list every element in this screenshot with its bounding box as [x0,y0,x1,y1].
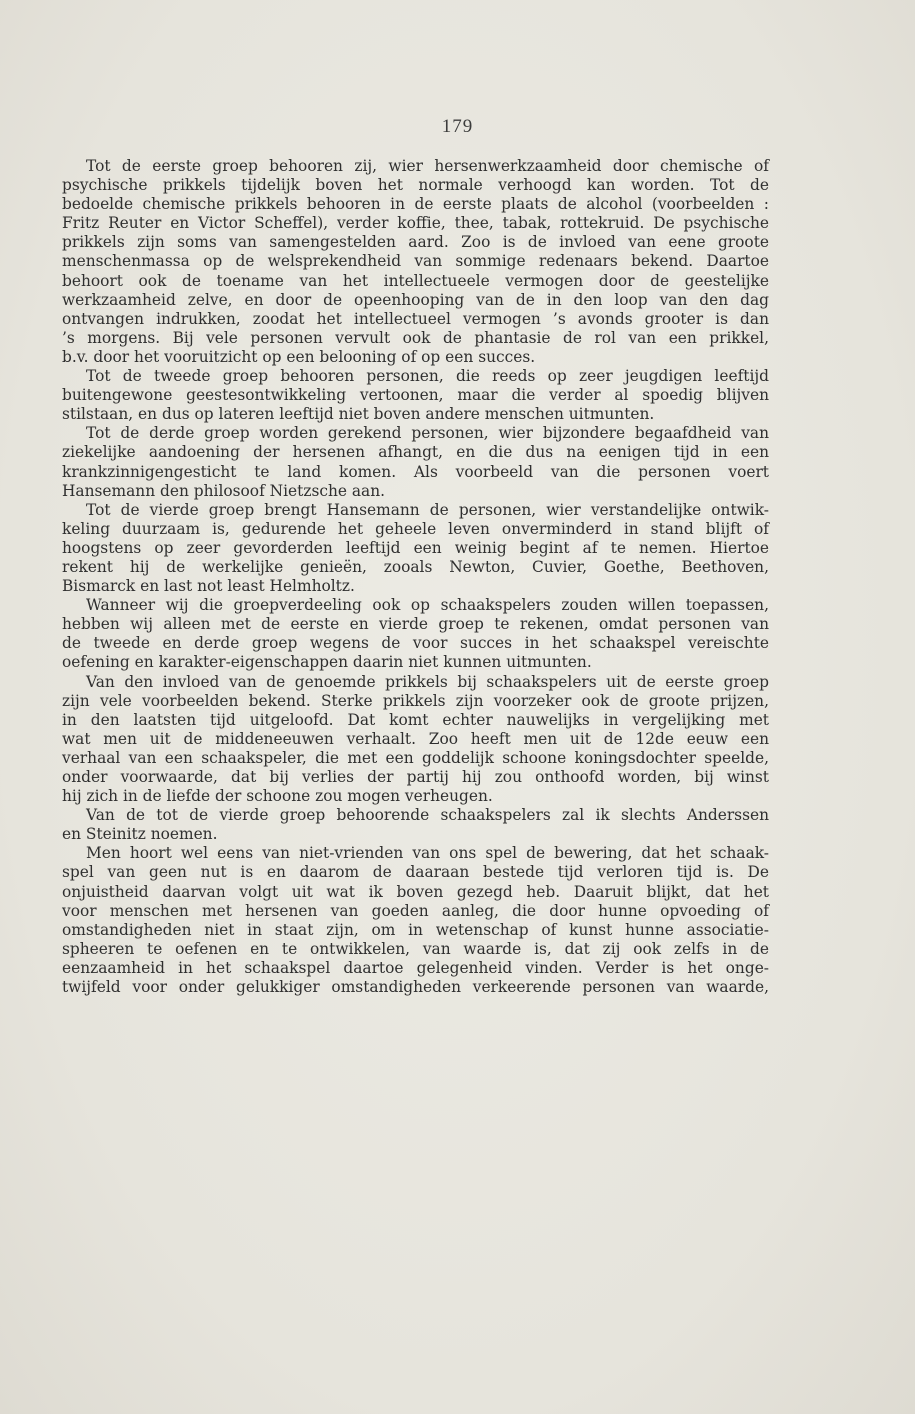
paragraph [62,806,769,844]
text-line: stilstaan, en dus op lateren leeftijd niet boven andere menschen uitmunten. [62,405,655,424]
text-line: psychische prikkels tijdelijk boven het normale verhoogd kan worden. Tot de [62,176,769,195]
body-text [62,157,769,997]
text-line: Tot de derde groep worden gerekend personen, wier bijzondere begaafdheid van [86,424,769,443]
paragraph [62,424,769,500]
text-line: keling duurzaam is, gedurende het geheele leven onverminderd in stand blijft of [62,519,769,538]
paragraph [62,673,769,807]
text-line: krankzinnigengesticht te land komen. Als voorbeeld van die personen voert [62,462,769,481]
text-line: b.v. door het vooruitzicht op een belooning of op een succes. [62,347,536,366]
page-number: 179 [441,116,474,137]
text-line: hebben wij alleen met de eerste en vierde groep te rekenen, omdat personen van [62,615,769,634]
text-line: voor menschen met hersenen van goeden aanleg, die door hunne opvoeding of [62,901,769,920]
text-line: behoort ook de toename van het intellectueele vermogen door de geestelijke [62,271,769,290]
text-line: verhaal van een schaakspeler, die met een goddelijk schoone koningsdochter speelde, [62,748,769,767]
text-line: omstandigheden niet in staat zijn, om in wetenschap of kunst hunne associatie- [62,920,769,939]
text-line: Fritz Reuter en Victor Scheffel), verder koffie, thee, tabak, rottekruid. De psychische [62,214,769,233]
text-line: Hansemann den philosoof Nietzsche aan. [62,481,386,500]
text-line: werkzaamheid zelve, en door de opeenhooping van de in den loop van den dag [62,290,769,309]
text-line: ’s morgens. Bij vele personen vervult ook de phantasie de rol van een prikkel, [62,328,769,347]
text-line: spheeren te oefenen en te ontwikkelen, van waarde is, dat zij ook zelfs in de [62,939,769,958]
paragraph [62,596,769,672]
text-line: ziekelijke aandoening der hersenen afhangt, en die dus na eenigen tijd in een [62,443,769,462]
text-line: Men hoort wel eens van niet-vrienden van ons spel de bewering, dat het schaak- [86,844,769,863]
text-line: oefening en karakter-eigenschappen daarin niet kunnen uitmunten. [62,653,592,672]
text-line: ontvangen indrukken, zoodat het intellectueel vermogen ’s avonds grooter is dan [62,309,769,328]
text-line: Van de tot de vierde groep behoorende schaakspelers zal ik slechts Anderssen [86,806,769,825]
text-line: zijn vele voorbeelden bekend. Sterke prikkels zijn voorzeker ook de groote prijzen, [62,691,769,710]
text-line: bedoelde chemische prikkels behooren in de eerste plaats de alcohol (voorbeelden : [62,195,769,214]
text-line: eenzaamheid in het schaakspel daartoe gelegenheid vinden. Verder is het onge- [62,958,769,977]
text-line: Tot de vierde groep brengt Hansemann de personen, wier verstandelijke ontwik- [86,500,769,519]
text-line: Bismarck en last not least Helmholtz. [62,577,355,596]
paragraph [62,501,769,596]
text-line: Van den invloed van de genoemde prikkels bij schaakspelers uit de eerste groep [86,672,769,691]
text-line: prikkels zijn soms van samengestelden aard. Zoo is de invloed van eene groote [62,233,769,252]
text-line: menschenmassa op de welsprekendheid van sommige redenaars bekend. Daartoe [62,252,769,271]
text-line: hij zich in de liefde der schoone zou mogen verheugen. [62,787,493,806]
text-line: wat men uit de middeneeuwen verhaalt. Zoo heeft men uit de 12de eeuw een [62,729,769,748]
text-line: in den laatsten tijd uitgeloofd. Dat komt echter nauwelijks in vergelijking met [62,710,769,729]
text-line: hoogstens op zeer gevorderden leeftijd een weinig begint af te nemen. Hiertoe [62,538,769,557]
paragraph [62,844,769,997]
text-line: Tot de tweede groep behooren personen, die reeds op zeer jeugdigen leeftijd [86,367,769,386]
text-line: spel van geen nut is en daarom de daaraan bestede tijd verloren tijd is. De [62,863,769,882]
text-line: Tot de eerste groep behooren zij, wier hersenwerkzaamheid door chemische of [86,157,769,175]
text-line: Wanneer wij die groepverdeeling ook op schaakspelers zouden willen toepassen, [86,596,769,615]
paragraph [62,367,769,424]
text-line: de tweede en derde groep wegens de voor succes in het schaakspel vereischte [62,634,769,653]
text-line: buitengewone geestesontwikkeling vertoonen, maar die verder al spoedig blijven [62,386,769,405]
text-line: en Steinitz noemen. [62,825,218,844]
text-line: rekent hij de werkelijke genieën, zooals Newton, Cuvier, Goethe, Beethoven, [62,557,769,576]
paragraph [62,157,769,367]
text-line: onjuistheid daarvan volgt uit wat ik boven gezegd heb. Daaruit blijkt, dat het [62,882,769,901]
text-line: onder voorwaarde, dat bij verlies der partij hij zou onthoofd worden, bij winst [62,768,769,786]
text-line: twijfeld voor onder gelukkiger omstandigheden verkeerende personen van waarde, [62,978,769,997]
